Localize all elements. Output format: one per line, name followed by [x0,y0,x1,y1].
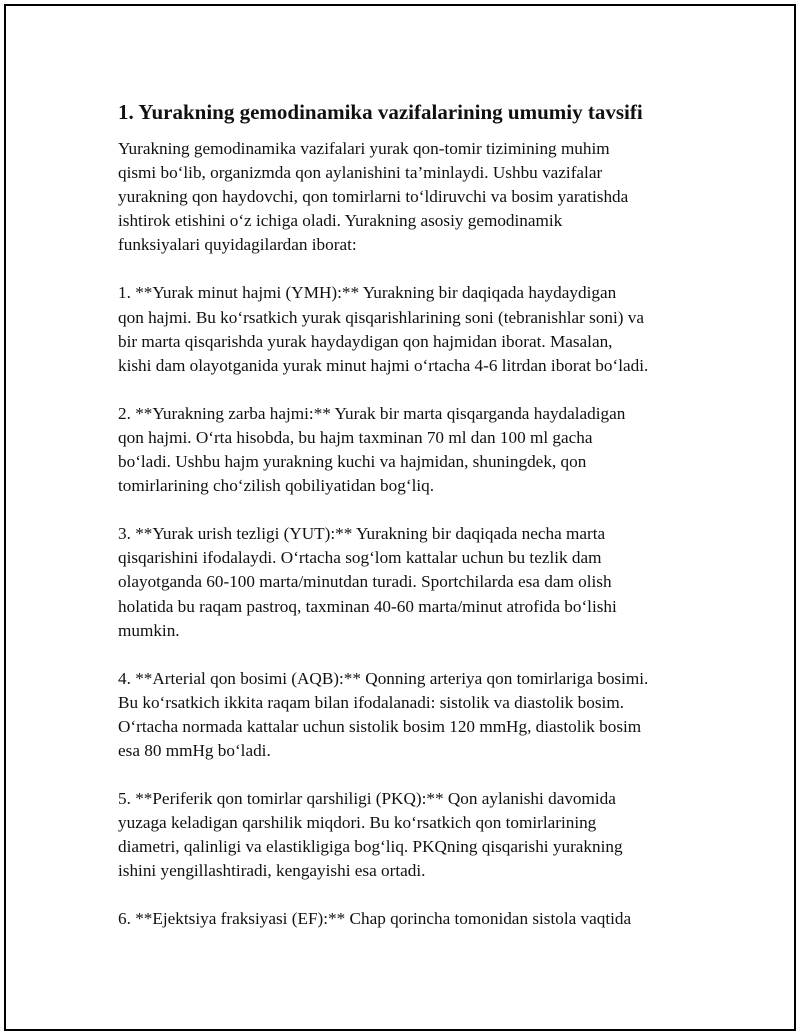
list-item-paragraph [118,522,718,642]
text-line: mumkin. [118,620,180,640]
text-line: 5. **Periferik qon tomirlar qarshiligi (PKQ):** Qon aylanishi davomida [118,789,616,809]
text-line: bir marta qisqarishda yurak haydaydigan qon hajmidan iborat. Masalan, [118,331,613,351]
text-line: qisqarishini ifodalaydi. O‘rtacha sog‘lom kattalar uchun bu tezlik dam [118,548,602,568]
intro-paragraph [118,137,718,257]
text-line: 3. **Yurak urish tezligi (YUT):** Yurakning bir daqiqada necha marta [118,524,606,544]
text-line: bo‘ladi. Ushbu hajm yurakning kuchi va hajmidan, shuningdek, qon [118,452,587,472]
text-line: yurakning qon haydovchi, qon tomirlarni to‘ldiruvchi va bosim yaratishda [118,187,629,207]
text-line: yuzaga keladigan qarshilik miqdori. Bu ko‘rsatkich qon tomirlarining [118,813,597,833]
document-content [118,99,718,956]
text-line: funksiyalari quyidagilardan iborat: [118,235,357,255]
document-page [4,4,796,1031]
text-line: ishtirok etishini o‘z ichiga oladi. Yurakning asosiy gemodinamik [118,211,563,231]
text-line: qismi bo‘lib, organizmda qon aylanishini ta’minlaydi. Ushbu vazifalar [118,163,603,183]
text-line: qon hajmi. Bu ko‘rsatkich yurak qisqarishlarining soni (tebranishlar soni) va [118,307,645,327]
list-item-paragraph [118,402,718,498]
paragraph-list [118,137,718,932]
text-line: O‘rtacha normada kattalar uchun sistolik bosim 120 mmHg, diastolik bosim [118,716,642,736]
list-item-paragraph [118,787,718,883]
text-line: tomirlarining cho‘zilish qobiliyatidan bog‘liq. [118,476,435,496]
list-item-paragraph [118,281,718,377]
text-line: qon hajmi. O‘rta hisobda, bu hajm taxminan 70 ml dan 100 ml gacha [118,427,593,447]
text-line: kishi dam olayotganida yurak minut hajmi o‘rtacha 4-6 litrdan iborat bo‘ladi. [118,355,649,375]
text-line: olayotganda 60-100 marta/minutdan turadi. Sportchilarda esa dam olish [118,572,612,592]
text-line: Yurakning gemodinamika vazifalari yurak qon-tomir tizimining muhim [118,139,610,158]
text-line: 2. **Yurakning zarba hajmi:** Yurak bir marta qisqarganda haydaladigan [118,403,626,423]
text-line: 1. **Yurak minut hajmi (YMH):** Yurakning bir daqiqada haydaydigan [118,283,617,303]
text-line: holatida bu raqam pastroq, taxminan 40-60 marta/minut atrofida bo‘lishi [118,596,617,616]
text-line: diametri, qalinligi va elastikligiga bog‘liq. PKQning qisqarishi yurakning [118,837,623,857]
text-line: esa 80 mmHg bo‘ladi. [118,740,271,760]
section-title: 1. Yurakning gemodinamika vazifalarining umumiy tavsifi [118,100,643,124]
list-item-paragraph [118,667,718,763]
text-line: ishini yengillashtiradi, kengayishi esa ortadi. [118,861,426,881]
text-line: Bu ko‘rsatkich ikkita raqam bilan ifodalanadi: sistolik va diastolik bosim. [118,692,624,712]
text-line: 4. **Arterial qon bosimi (AQB):** Qonning arteriya qon tomirlariga bosimi. [118,668,649,688]
text-line: 6. **Ejektsiya fraksiyasi (EF):** Chap qorincha tomonidan sistola vaqtida [118,909,632,929]
list-item-paragraph [118,907,718,931]
